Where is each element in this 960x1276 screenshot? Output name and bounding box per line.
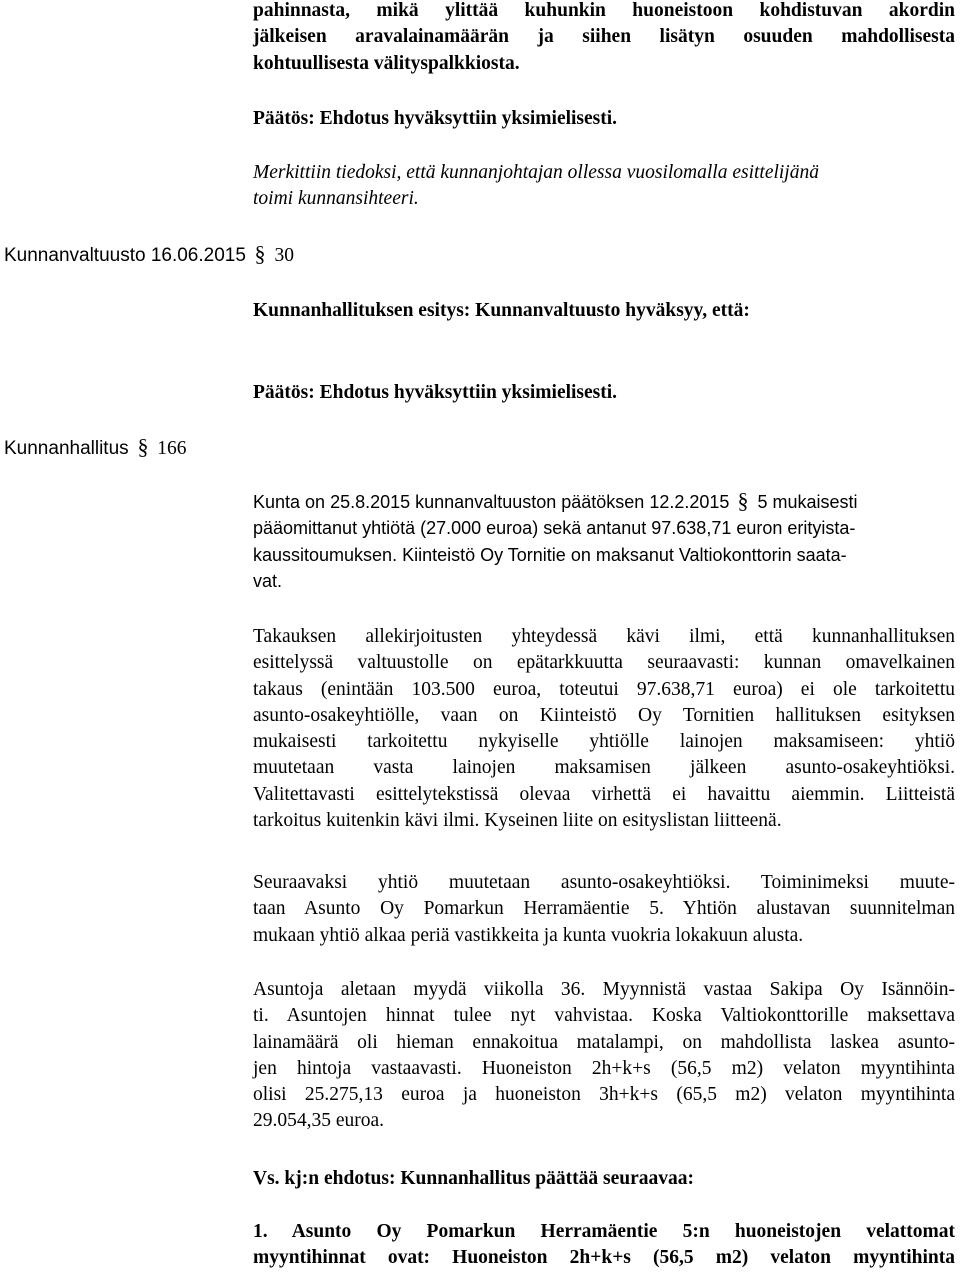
decision-1: Päätös: Ehdotus hyväksyttiin yksimielisesti.: [253, 108, 618, 129]
para-kunta-first-line: [253, 489, 955, 515]
section-sign-icon: [251, 243, 269, 265]
para-takaus-line: Valitettavasti esittelytekstissä olevaa virhettä ei havaittu aiemmin. Liitteistä: [253, 783, 955, 805]
para-kunta-line1-b: 5 mukaisesti: [757, 492, 858, 512]
top-paragraph-line: pahinnasta, mikä ylittää kuhunkin huoneistoon kohdistuvan akordin: [253, 0, 955, 21]
proposal-heading: Vs. kj:n ehdotus: Kunnanhallitus päättää seuraavaa:: [253, 1168, 695, 1189]
board-ref-number: 166: [157, 438, 187, 459]
para-kunta-line: vat.: [253, 570, 283, 591]
para-asuntoja-line: olisi 25.275,13 euroa ja huoneiston 3h+k+s (65,5 m2) velaton myyntihinta: [253, 1084, 955, 1106]
para-takaus-line: mukaisesti tarkoitettu nykyiselle yhtiölle lainojen maksamiseen: yhtiö: [253, 731, 955, 753]
para-kunta-line1-a: Kunta on 25.8.2015 kunnanvaltuuston päätöksen 12.2.2015: [253, 492, 730, 512]
note-line: toimi kunnansihteeri.: [253, 188, 419, 210]
section-sign-glyph: §: [137, 436, 149, 458]
para-takaus-line: tarkoitus kuitenkin kävi ilmi. Kyseinen liite on esityslistan liitteenä.: [253, 810, 782, 832]
para-takaus-line: takaus (enintään 103.500 euroa, toteutui 97.638,71 euroa) ei ole tarkoitettu: [253, 678, 955, 700]
para-asuntoja-line: 29.054,35 euroa.: [253, 1110, 385, 1132]
para-takaus-line: Takauksen allekirjoitusten yhteydessä kävi ilmi, että kunnanhallituksen: [253, 626, 955, 647]
para-takaus-line: muutetaan vasta lainojen maksamisen jälkeen asunto-osakeyhtiöksi.: [253, 757, 955, 779]
para-asuntoja-line: jen hintoja vastaavasti. Huoneiston 2h+k+s (56,5 m2) velaton myyntihinta: [253, 1057, 955, 1079]
para-kunta: [253, 489, 955, 594]
proposal-item-line: myyntihinnat ovat: Huoneiston 2h+k+s (56,5 m2) velaton myyntihinta: [253, 1247, 955, 1269]
para-takaus: [253, 624, 955, 834]
proposal-item-line: 1. Asunto Oy Pomarkun Herramäentie 5:n huoneistojen velattomat: [253, 1221, 955, 1242]
council-reference: [4, 243, 294, 268]
para-asuntoja-line: ti. Asuntojen hinnat tulee nyt vahvistaa. Koska Valtiokonttorille maksettava: [253, 1005, 955, 1027]
para-asuntoja-line: lainamäärä oli hieman ennakoitua matalampi, on mahdollista laskea asunto-: [253, 1031, 955, 1053]
decision-2: Päätös: Ehdotus hyväksyttiin yksimielisesti.: [253, 382, 618, 403]
para-seuraavaksi: [253, 870, 955, 949]
note: [253, 160, 955, 213]
top-paragraph: [253, 0, 955, 77]
section-sign-icon: [734, 490, 752, 512]
para-takaus-line: esittelyssä valtuustolle on epätarkkuutta seuraavasti: kunnan omavelkainen: [253, 652, 955, 674]
top-paragraph-line: kohtuullisesta välityspalkkiosta.: [253, 52, 520, 74]
council-ref-label: Kunnanvaltuusto 16.06.2015: [4, 245, 246, 266]
section-sign-glyph: §: [254, 243, 266, 265]
para-kunta-line: pääomittanut yhtiötä (27.000 euroa) sekä antanut 97.638,71 euron erityista-: [253, 518, 856, 539]
council-ref-number: 30: [274, 245, 294, 266]
para-seuraavaksi-line: Seuraavaksi yhtiö muutetaan asunto-osakeyhtiöksi. Toiminimeksi muute-: [253, 872, 955, 893]
note-line: Merkittiin tiedoksi, että kunnanjohtajan ollessa vuosilomalla esittelijänä: [253, 162, 819, 183]
top-paragraph-line: jälkeisen aravalainamäärän ja siihen lisätyn osuuden mahdollisesta: [253, 26, 955, 48]
para-asuntoja-line: Asuntoja aletaan myydä viikolla 36. Myynnistä vastaa Sakipa Oy Isännöin-: [253, 979, 955, 1000]
para-asuntoja: [253, 977, 955, 1135]
section-sign-icon: [134, 436, 152, 458]
section-sign-glyph: §: [737, 490, 749, 512]
para-kunta-line: kaussitoumuksen. Kiinteistö Oy Tornitie on maksanut Valtiokonttorin saata-: [253, 544, 847, 565]
para-takaus-line: asunto-osakeyhtiölle, vaan on Kiinteistö Oy Tornitien hallituksen esityksen: [253, 704, 955, 726]
para-seuraavaksi-line: taan Asunto Oy Pomarkun Herramäentie 5. Yhtiön alustavan suunnitelman: [253, 898, 955, 920]
board-reference: [4, 436, 186, 461]
board-ref-label: Kunnanhallitus: [4, 438, 129, 459]
proposal-items: [253, 1219, 955, 1272]
para-seuraavaksi-line: mukaan yhtiö alkaa periä vastikkeita ja kunta vuokria lokakuun alusta.: [253, 924, 804, 946]
board-proposal: Kunnanhallituksen esitys: Kunnanvaltuusto hyväksyy, että:: [253, 300, 750, 321]
